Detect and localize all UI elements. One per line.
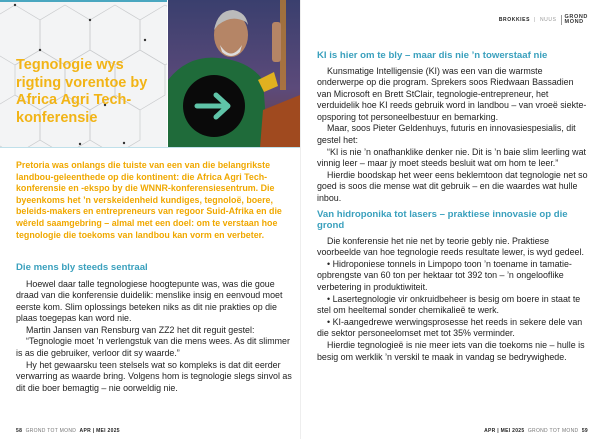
paragraph: Maar, soos Pieter Geldenhuys, futuris en innovasiespesialis, dit gestel het:: [317, 123, 576, 146]
right-body: [317, 50, 589, 363]
paragraph: Hoewel daar talle tegnologiese hoogtepunte was, was die goue draad van die konferensie duidelik: menslike insig en eenvoud moet eerste kom. Slim oplossings beteken niks as dit nie prakties op die plaas toegepas kan word nie.: [16, 278, 283, 324]
quote: “Tegnologie moet ’n verlengstuk van die mens wees. As dit slimmer is as die gebruiker, verloor dit sy waarde.”: [16, 336, 290, 359]
paragraph: Hy het gewaarsku teen stelsels wat so kompleks is dat dit eerder verwarring as waarde bring. Volgens hom is tegnologie slegs sinvol as dit die boer bemagtig – nie oorweldig nie.: [16, 359, 292, 393]
left-footer: [16, 428, 120, 434]
page-number: 59: [581, 428, 588, 434]
bullet-item: • Lasertegnologie vir onkruidbeheer is besig om boere in staat te stel om heeltemal sonder chemikalieë te werk.: [317, 293, 581, 316]
separator: |: [534, 17, 536, 23]
section-label: BROKKIES: [498, 17, 531, 23]
right-footer: [484, 428, 588, 434]
section-heading: Van hidroponika tot lasers – praktiese innovasie op die grond: [317, 208, 568, 232]
issue-date: APR | MEI 2025: [484, 428, 525, 434]
divider: [0, 147, 300, 148]
left-body: [16, 262, 294, 394]
section-heading: KI is hier om te bly – maar dis nie ’n towerstaaf nie: [317, 50, 548, 61]
magazine-name: GROND TOT MOND: [527, 428, 579, 434]
accent-bar: [0, 0, 167, 2]
paragraph: Martin Jansen van Rensburg van ZZ2 het dit reguit gestel:: [26, 324, 255, 335]
quote: “KI is nie ’n onafhanklike denker nie. Dit is ’n baie slim leerling wat vinnig leer – maar jy moet steeds besluit wat om hom te leer.”: [317, 146, 586, 169]
article-title: Tegnologie wys rigting vorentoe by Africa Agri Tech-konferensie: [16, 57, 148, 126]
section-heading: Die mens bly steeds sentraal: [16, 262, 148, 273]
paragraph: Kunsmatige Intelligensie (KI) was een van die warmste onderwerpe op die program. Sprekers soos Riedwaan Bassadien van Microsoft en Brett StClair, tegnologie-entrepreneur, het verduidelik hoe KI reeds gebruik word in landbou – van vroeë siekte-opsporing tot personeelbestuur en bemarking.: [317, 65, 587, 122]
paragraph: Hierdie boodskap het weer eens beklemtoon dat tegnologie net so goed is soos die mense wat dit gebruik – en die waardes wat hulle inbou.: [317, 169, 588, 204]
section-header: [499, 15, 588, 25]
paragraph: Hierdie tegnologieë is nie meer iets van die toekoms nie – hulle is besig om werklik ’n verskil te maak in vandag se bedrywighede.: [317, 339, 585, 362]
lead-paragraph: Pretoria was onlangs die tuiste van een van die belangrikste landbou-geleenthede op die kontinent: die Africa Agri Tech-konferensie en -ekspo by die WNNR-konferensiesentrum. Die byeenkoms het ’n verskeidenheid kundiges, tegnoloë, boere, beleids-makers en entrepreneurs van regoor Suid-Afrika en die wêreld saamgebring – almal met een doel: om te verstaan hoe tegnologie die toekoms van landbou kan vorm en verbeter.: [16, 160, 282, 240]
page-number: 58: [16, 428, 23, 434]
issue-date: APR | MEI 2025: [79, 428, 120, 434]
magazine-logo: GROND MOND: [561, 15, 588, 25]
bullet-item: • KI-aangedrewe werwingsprosesse het reeds in sekere dele van die sektor personeelomset met tot 35% verminder.: [317, 316, 583, 339]
bullet-item: • Hidroponiese tonnels in Limpopo toon ’n toename in tamatie-opbrengste van 60 ton per hektaar tot 392 ton – ’n ongelooflike verbetering in produktiwiteit.: [317, 258, 572, 292]
subsection-label: NUUS: [539, 17, 557, 23]
paragraph: Die konferensie het nie net by teorie gebly nie. Praktiese voorbeelde van hoe tegnologie reeds resultate lewer, is wyd gedeel.: [317, 235, 584, 258]
right-page: [300, 0, 600, 439]
arrow-right-icon[interactable]: [183, 75, 245, 137]
magazine-name: GROND TOT MOND: [25, 428, 77, 434]
